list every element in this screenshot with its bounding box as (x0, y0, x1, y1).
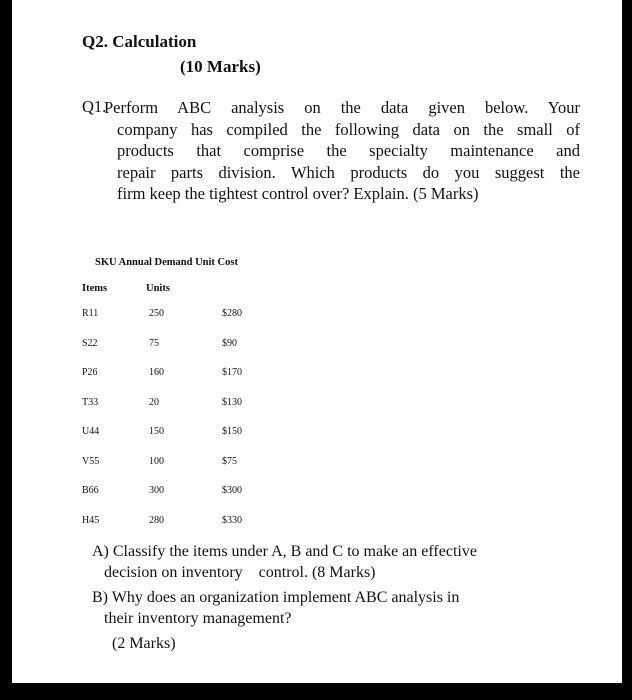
table-cell-demand: 280 (149, 514, 164, 526)
table-cell-sku: P26 (82, 367, 98, 378)
table-cell-cost: $280 (222, 308, 242, 319)
table-cell-demand: 75 (149, 337, 159, 349)
question-2-marks: (10 Marks) (180, 57, 261, 76)
table-cell-demand: 100 (149, 455, 164, 467)
question-1-text (104, 97, 580, 205)
question-1-number: Q1. (82, 97, 107, 116)
table-cell-demand: 300 (149, 485, 164, 496)
part-a-line-2: decision on inventory control. (8 Marks) (104, 564, 376, 581)
table-cell-cost: $330 (222, 514, 242, 526)
question-1-line: company has compiled the following data on the small of (117, 119, 580, 139)
table-header: SKU Annual Demand Unit Cost (95, 257, 238, 268)
table-cell-cost: $300 (222, 485, 242, 496)
table-cell-demand: 20 (149, 396, 159, 408)
table-cell-cost: $130 (222, 396, 242, 408)
table-cell-sku: U44 (82, 426, 100, 437)
part-b-line-2: their inventory management? (104, 610, 292, 627)
part-a-line-1: A) Classify the items under A, B and C to make an effective (92, 543, 477, 560)
table-cell-demand: 150 (149, 426, 164, 437)
question-1-line: products that comprise the specialty maintenance and (117, 141, 580, 160)
question-2-title: Q2. Calculation (82, 32, 197, 51)
part-b-line-1: B) Why does an organization implement ABC analysis in (92, 589, 460, 606)
table-subheader-items: Items (82, 283, 108, 294)
table-subheader-units: Units (146, 283, 170, 294)
table-cell-sku: V55 (82, 455, 100, 467)
table-cell-demand: 250 (149, 308, 164, 319)
table-cell-cost: $170 (222, 367, 242, 378)
document-page (12, 0, 622, 683)
part-b-line-3: (2 Marks) (112, 635, 176, 652)
table-cell-demand: 160 (149, 367, 164, 378)
table-cell-sku: B66 (82, 485, 99, 496)
table-cell-cost: $150 (222, 426, 242, 437)
question-1-line: Perform ABC analysis on the data given below. Your (104, 98, 580, 117)
table-cell-sku: S22 (82, 337, 98, 349)
table-cell-sku: R11 (82, 308, 99, 319)
table-cell-sku: T33 (82, 396, 99, 408)
table-cell-sku: H45 (82, 514, 100, 526)
question-1-line: repair parts division. Which products do you suggest the (117, 162, 580, 182)
table-cell-cost: $90 (222, 337, 237, 349)
table-cell-cost: $75 (222, 455, 237, 467)
question-1-line: firm keep the tightest control over? Explain. (5 Marks) (117, 184, 479, 203)
